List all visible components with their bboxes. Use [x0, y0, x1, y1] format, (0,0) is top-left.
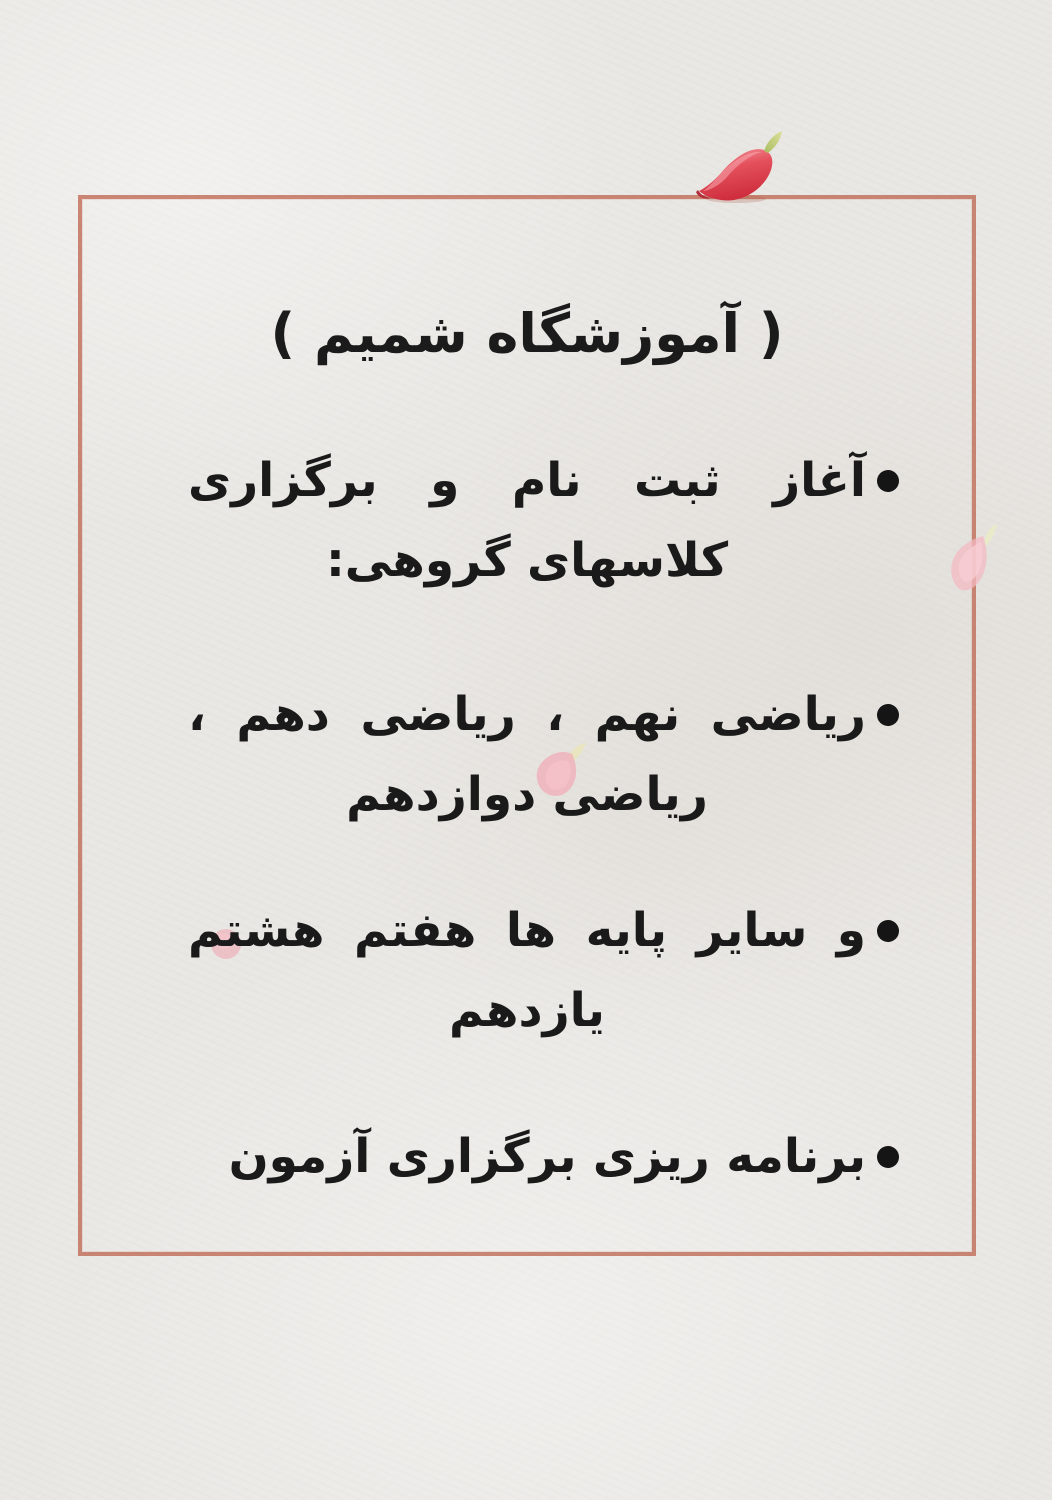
list-item-registration [188, 441, 866, 601]
list-item-line: ریاضی دوازدهم [346, 767, 708, 822]
list-item-line: ریاضی نهم ، ریاضی دهم ، [188, 687, 866, 742]
list-item-exam-planning [188, 1117, 866, 1197]
bullet-icon [877, 704, 899, 726]
list-item-line: کلاسهای گروهی: [325, 533, 729, 588]
list-item-line: و سایر پایه ها هفتم هشتم [188, 903, 866, 958]
list-item-other-grades [188, 891, 866, 1051]
list-item-line: آغاز ثبت نام و برگزاری [188, 453, 866, 508]
list-item-math-classes [188, 675, 866, 835]
red-petal-top-icon [694, 130, 792, 210]
list-item-line: یازدهم [449, 983, 605, 1038]
bullet-icon [877, 920, 899, 942]
list-item-line: برنامه ریزی برگزاری آزمون [228, 1129, 866, 1184]
bullet-icon [877, 1146, 899, 1168]
page-title: ( آموزشگاه شمیم ) [270, 302, 784, 365]
bullet-icon [877, 470, 899, 492]
pink-petal-right-icon [946, 524, 1004, 596]
decorative-border-frame [78, 195, 976, 1256]
